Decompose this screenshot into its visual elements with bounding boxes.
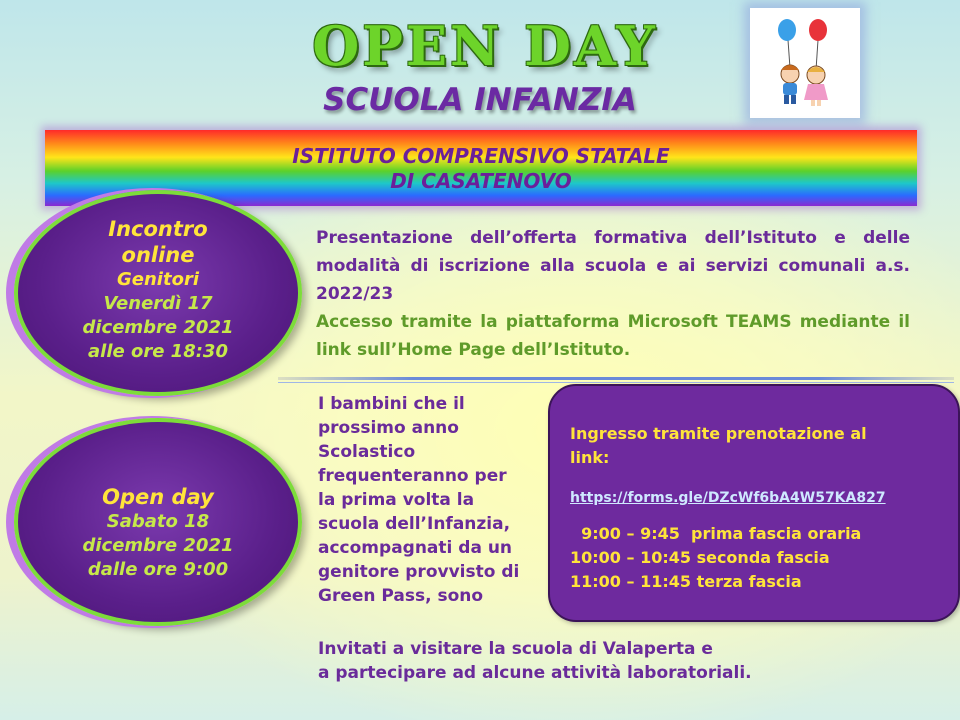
children-with-balloons-icon — [750, 8, 860, 118]
open-day-title: Open day — [102, 485, 214, 509]
section-divider-thin — [278, 382, 954, 383]
booking-link[interactable]: https://forms.gle/DZcWf6bA4W57KA827 — [570, 490, 886, 506]
booking-intro: Ingresso tramite prenotazione al link: — [570, 424, 867, 467]
access-text: Accesso tramite la piattaforma Microsoft TEAMS mediante il link sull’Home Page dell’Istituto. — [316, 312, 910, 360]
open-day-date-month: dicembre 2021 — [82, 535, 234, 556]
meeting-title-line2: online — [121, 243, 195, 267]
school-name-line2: DI CASATENOVO — [390, 169, 572, 193]
section-divider — [278, 377, 954, 380]
open-day-date-day: Sabato 18 — [106, 511, 210, 532]
invitation-line: scuola dell’Infanzia, — [318, 514, 511, 534]
invitation-conclusion — [318, 637, 918, 685]
invitation-line: la prima volta la — [318, 490, 475, 510]
invitation-line: Invitati a visitare la scuola di Valaperta e — [318, 639, 713, 659]
invitation-line: Green Pass, sono — [318, 586, 484, 606]
online-meeting-badge — [14, 190, 302, 396]
open-day-time: dalle ore 9:00 — [87, 559, 229, 580]
invitation-line: genitore provvisto di — [318, 562, 520, 582]
open-day-badge — [14, 418, 302, 626]
page-subtitle: SCUOLA INFANZIA — [323, 82, 637, 118]
invitation-line: a partecipare ad alcune attività laboratoriali. — [318, 663, 752, 683]
time-slot-1: 9:00 – 9:45 prima fascia oraria — [570, 524, 862, 543]
time-slot-2: 10:00 – 10:45 seconda fascia — [570, 548, 830, 567]
meeting-description — [316, 224, 910, 364]
meeting-date-month: dicembre 2021 — [82, 317, 234, 338]
presentation-text: Presentazione dell’offerta formativa dell’Istituto e delle modalità di iscrizione alla scuola e ai servizi comunali a.s. 2022/23 — [316, 228, 910, 304]
meeting-audience: Genitori — [117, 269, 199, 290]
school-name — [45, 144, 917, 194]
time-slot-3: 11:00 – 11:45 terza fascia — [570, 572, 802, 591]
invitation-line: prossimo anno — [318, 418, 459, 438]
school-name-line1: ISTITUTO COMPRENSIVO STATALE — [292, 144, 670, 168]
invitation-line: Scolastico — [318, 442, 416, 462]
booking-box — [548, 384, 960, 622]
meeting-title-line1: Incontro — [108, 217, 208, 241]
invitation-line: accompagnati da un — [318, 538, 513, 558]
meeting-time: alle ore 18:30 — [88, 341, 228, 362]
invitation-line: I bambini che il — [318, 394, 465, 414]
time-slots — [570, 522, 950, 594]
meeting-date-day: Venerdì 17 — [103, 293, 213, 314]
page-title: OPEN DAY — [312, 14, 658, 78]
school-logo — [750, 8, 860, 118]
invitation-line: frequenteranno per — [318, 466, 507, 486]
children-invitation — [318, 392, 548, 608]
